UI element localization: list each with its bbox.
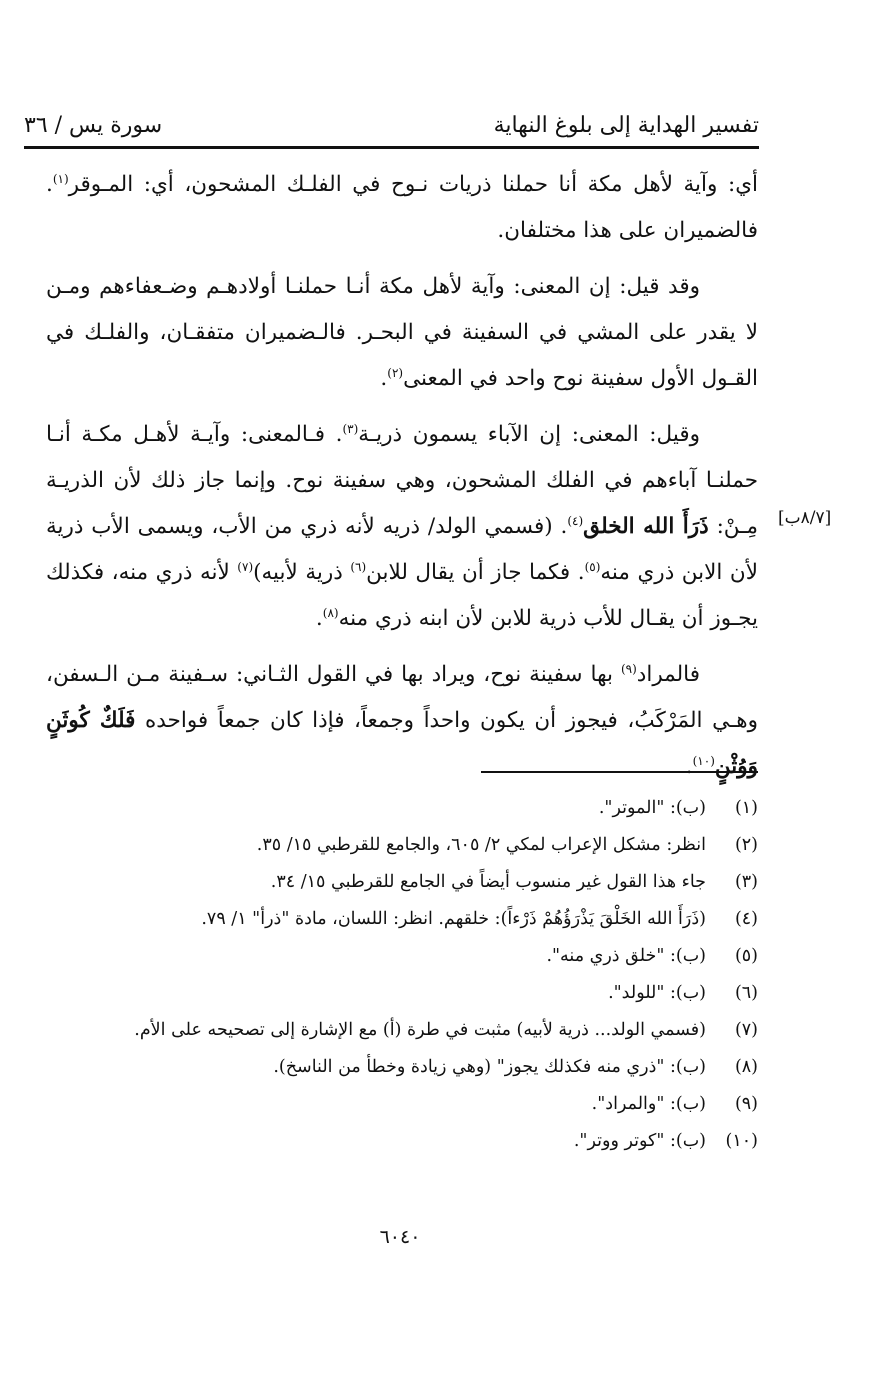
text-run: . فكما جاز أن يقال للابن: [366, 560, 585, 585]
footnote-item: [40, 790, 758, 827]
footnote-item: [40, 864, 758, 901]
footnote-text: (ب): "للولد".: [608, 983, 706, 1003]
paragraph-1: [46, 162, 758, 254]
text-run: وقد قيل: إن المعنى: وآية لأهل مكة أنـا حملنـا أولادهـم وضـعفاءهم ومـن لا يقدر على المشي في السفينة في البحـر. فالـضميران متفقـان، والفلـك في القـول الأول سفينة نوح واحد في المعنى: [46, 274, 758, 391]
footnote-item: [40, 1123, 758, 1160]
footnote-number: (٦): [734, 983, 758, 1003]
text-run: . فـالمعنى: وآيـة لأهـل مكـة أنـا حملنـا آباءهم في الفلك المشحون، وهي سفينة نوح. وإنما جاز ذلك لأن الذريـة مِـنْ:: [46, 422, 758, 539]
header-rule: [24, 146, 759, 149]
text-run: .: [685, 754, 693, 779]
footnote-number: (١٠): [725, 1131, 758, 1151]
page-number: ٦٠٤٠: [379, 1226, 421, 1248]
footnote-ref: (٥): [584, 559, 601, 574]
quran-quote: فَلَكٌ كُوثَنٍ وَوُثْنٍ: [46, 708, 758, 779]
footnote-ref: (٩): [620, 661, 637, 676]
footnote-ref: (١٠): [692, 753, 715, 768]
footnote-ref: (٣): [342, 421, 359, 436]
text-run: لأنه ذري منه، فكذلك يجـوز أن يقـال للأب ذرية للابن لأن ابنه ذري منه: [46, 560, 758, 631]
footnote-text: (فسمي الولد... ذرية لأبيه) مثبت في طرة (أ) مع الإشارة إلى تصحيحه على الأم.: [134, 1020, 706, 1040]
footnote-ref: (٧): [237, 559, 254, 574]
footnote-item: [40, 827, 758, 864]
paragraph-4: [46, 652, 758, 790]
text-run: ذرية لأبيه): [253, 560, 351, 585]
text-run: بها سفينة نوح، ويراد بها في القول الثـاني: سـفينة مـن الـسفن، وهـي المَرْكَبُ، فيجوز أن يكون واحداً وجمعاً، فإذا كان جمعاً فواحده: [46, 662, 759, 733]
footnote-text: انظر: مشكل الإعراب لمكي ٢/ ٦٠٥، والجامع للقرطبي ١٥/ ٣٥.: [256, 835, 706, 855]
running-head: [24, 96, 759, 138]
footnote-ref: (٨): [322, 605, 339, 620]
footnote-number: (٣): [734, 872, 758, 892]
manuscript-folio-marker: [٨/٧ب]: [778, 508, 832, 528]
footnote-number: (٩): [734, 1094, 758, 1114]
footnote-ref: (٤): [567, 513, 584, 528]
text-run: . (فسمي الولد/ ذريه لأنه ذري من الأب، ويسمى الأب ذرية لأن الابن ذري منه: [46, 514, 758, 585]
footnotes-list: [40, 790, 758, 1160]
footnote-text: (ب): "ذري منه فكذلك يجوز" (وهي زيادة وخطأ من الناسخ).: [273, 1057, 706, 1077]
footnote-ref: (٢): [387, 365, 404, 380]
footnote-number: (٥): [734, 946, 758, 966]
text-run: .: [380, 366, 388, 391]
paragraph-2: [46, 264, 758, 402]
footnote-text: (ب): "كوتر ووتر".: [573, 1131, 706, 1151]
footnote-text: (ذَرَأَ الله الخَلْقَ يَذْرَؤُهُمْ ذَرْءاً): خلقهم. انظر: اللسان، مادة "ذرأ" ١/ ٧٩.: [201, 909, 706, 929]
footnote-text: جاء هذا القول غير منسوب أيضاً في الجامع للقرطبي ١٥/ ٣٤.: [270, 872, 706, 892]
quran-quote: ذَرَأَ الله الخلق: [583, 514, 709, 539]
text-run: وقيل: المعنى: إن الآباء يسمون ذريـة: [358, 422, 700, 447]
footnote-item: [40, 901, 758, 938]
footnote-item: [40, 1012, 758, 1049]
text-run: .: [315, 606, 323, 631]
footnote-rule: [481, 771, 758, 773]
footnote-text: (ب): "الموتر".: [598, 798, 706, 818]
footnote-text: (ب): "والمراد".: [591, 1094, 706, 1114]
footnote-item: [40, 1049, 758, 1086]
surah-reference: سورة يس / ٣٦: [24, 113, 163, 138]
footnote-number: (١): [734, 798, 758, 818]
footnote-number: (٤): [734, 909, 758, 929]
footnote-ref: (١): [52, 171, 69, 186]
text-run: فالمراد: [636, 662, 700, 687]
footnote-item: [40, 1086, 758, 1123]
main-text: [46, 162, 758, 800]
footnote-ref: (٦): [350, 559, 367, 574]
footnote-item: [40, 938, 758, 975]
footnote-number: (٨): [734, 1057, 758, 1077]
text-run: . فالضميران على هذا مختلفان.: [46, 172, 758, 243]
book-title: تفسير الهداية إلى بلوغ النهاية: [493, 113, 759, 138]
footnote-item: [40, 975, 758, 1012]
text-run: أي: وآية لأهل مكة أنا حملنا ذريات نـوح في الفلـك المشحون، أي: المـوقر: [68, 172, 758, 197]
footnote-number: (٢): [734, 835, 758, 855]
footnote-number: (٧): [734, 1020, 758, 1040]
paragraph-3: [46, 412, 758, 642]
footnote-text: (ب): "خلق ذري منه".: [546, 946, 706, 966]
